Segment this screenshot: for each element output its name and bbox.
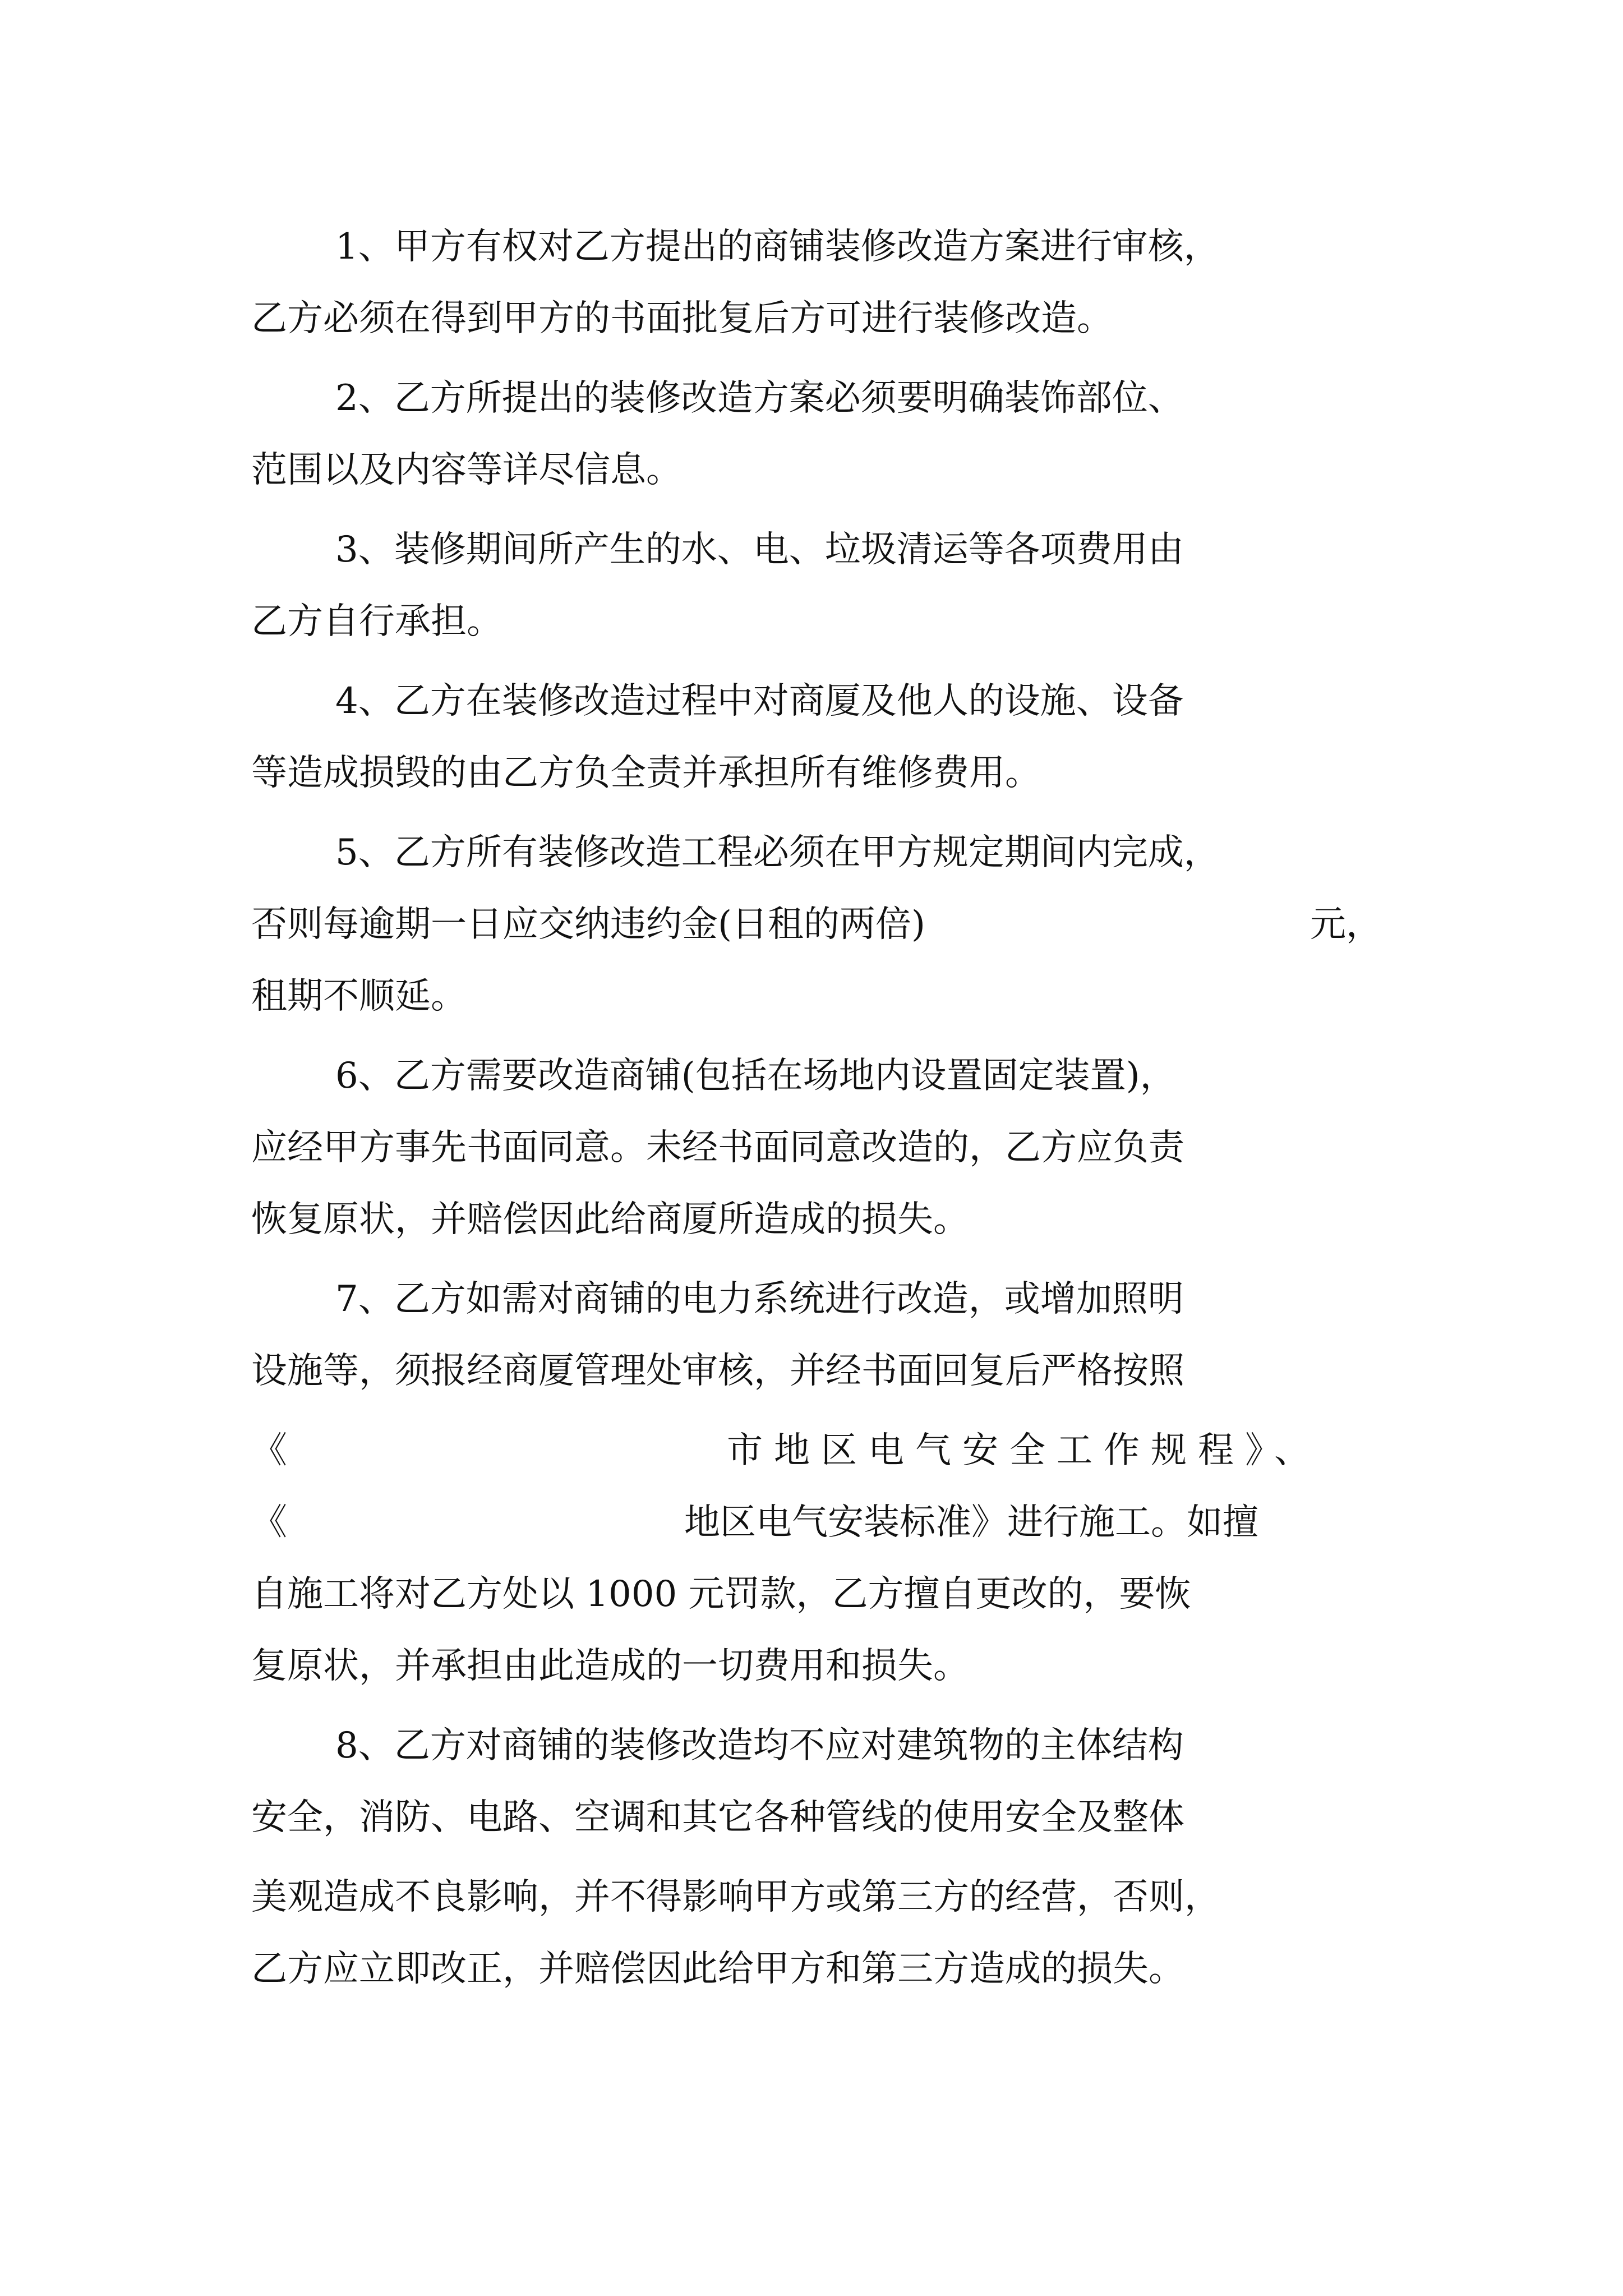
item-2-line-2	[0, 448, 1623, 493]
text-segment: 恢复原状，并赔偿因此给商厦所造成的损失。	[251, 1199, 969, 1240]
item-7-line-2	[0, 1349, 1623, 1393]
text-segment: 等造成损毁的由乙方负全责并承担所有维修费用。	[251, 752, 1041, 794]
text-segment: 范围以及内容等详尽信息。	[251, 449, 682, 491]
item-1-line-1	[0, 224, 1623, 269]
text-segment: 复原状，并承担由此造成的一切费用和损失。	[251, 1645, 969, 1687]
text-segment: 美观造成不良影响，并不得影响甲方或第三方的经营，否则，	[251, 1876, 1220, 1918]
item-3-line-2	[0, 599, 1623, 644]
item-5-line-2	[0, 902, 1623, 947]
text-segment: 乙方自行承担。	[251, 601, 502, 642]
item-7-line-6	[0, 1644, 1623, 1688]
item-7-line-4	[0, 1500, 1623, 1545]
text-segment: 3、装修期间所产生的水、电、垃圾清运等各项费用由	[335, 529, 1184, 570]
item-8-line-4	[0, 1947, 1623, 1991]
item-7-line-5	[0, 1572, 1623, 1617]
text-segment: 5、乙方所有装修改造工程必须在甲方规定期间内完成，	[335, 832, 1220, 873]
item-5-line-3	[0, 974, 1623, 1019]
text-segment: 8、乙方对商铺的装修改造均不应对建筑物的主体结构	[335, 1725, 1184, 1766]
text-segment: 4、乙方在装修改造过程中对商厦及他人的设施、设备	[335, 680, 1184, 722]
text-segment: 地区电气安装标准》进行施工。如擅	[684, 1502, 1258, 1543]
item-6-line-3	[0, 1197, 1623, 1242]
item-5-line-1	[0, 830, 1623, 875]
item-4-line-1	[0, 679, 1623, 724]
item-1-line-2	[0, 296, 1623, 341]
text-segment: 应经甲方事先书面同意。未经书面同意改造的，乙方应负责	[251, 1127, 1184, 1168]
text-segment: 设施等，须报经商厦管理处审核，并经书面回复后严格按照	[251, 1350, 1184, 1392]
text-segment: 否则每逾期一日应交纳违约金(日租的两倍)	[251, 904, 925, 945]
text-segment: 安全，消防、电路、空调和其它各种管线的使用安全及整体	[251, 1797, 1184, 1838]
text-segment: 《	[251, 1430, 287, 1471]
item-2-line-1	[0, 376, 1623, 421]
item-8-line-3	[0, 1875, 1623, 1920]
item-7-line-3	[0, 1428, 1623, 1473]
text-segment: 6、乙方需要改造商铺(包括在场地内设置固定装置)，	[335, 1055, 1176, 1097]
text-segment: 1、甲方有权对乙方提出的商铺装修改造方案进行审核，	[335, 226, 1220, 268]
item-7-line-1	[0, 1277, 1623, 1322]
item-6-line-2	[0, 1125, 1623, 1170]
text-segment: 租期不顺延。	[251, 976, 467, 1017]
text-segment: 自施工将对乙方处以 1000 元罚款，乙方擅自更改的，要恢	[251, 1573, 1191, 1615]
text-segment: 元，	[1310, 904, 1382, 945]
text-segment: 市地区电气安全工作规程》、	[727, 1430, 1321, 1471]
text-segment: 乙方必须在得到甲方的书面批复后方可进行装修改造。	[251, 298, 1113, 339]
text-segment: 乙方应立即改正，并赔偿因此给甲方和第三方造成的损失。	[251, 1948, 1184, 1990]
text-segment: 2、乙方所提出的装修改造方案必须要明确装饰部位、	[335, 378, 1184, 419]
item-4-line-2	[0, 751, 1623, 795]
item-3-line-1	[0, 527, 1623, 572]
text-segment: 7、乙方如需对商铺的电力系统进行改造，或增加照明	[335, 1278, 1184, 1320]
item-8-line-2	[0, 1795, 1623, 1840]
text-segment: 《	[251, 1502, 287, 1543]
item-6-line-1	[0, 1053, 1623, 1098]
item-8-line-1	[0, 1723, 1623, 1768]
